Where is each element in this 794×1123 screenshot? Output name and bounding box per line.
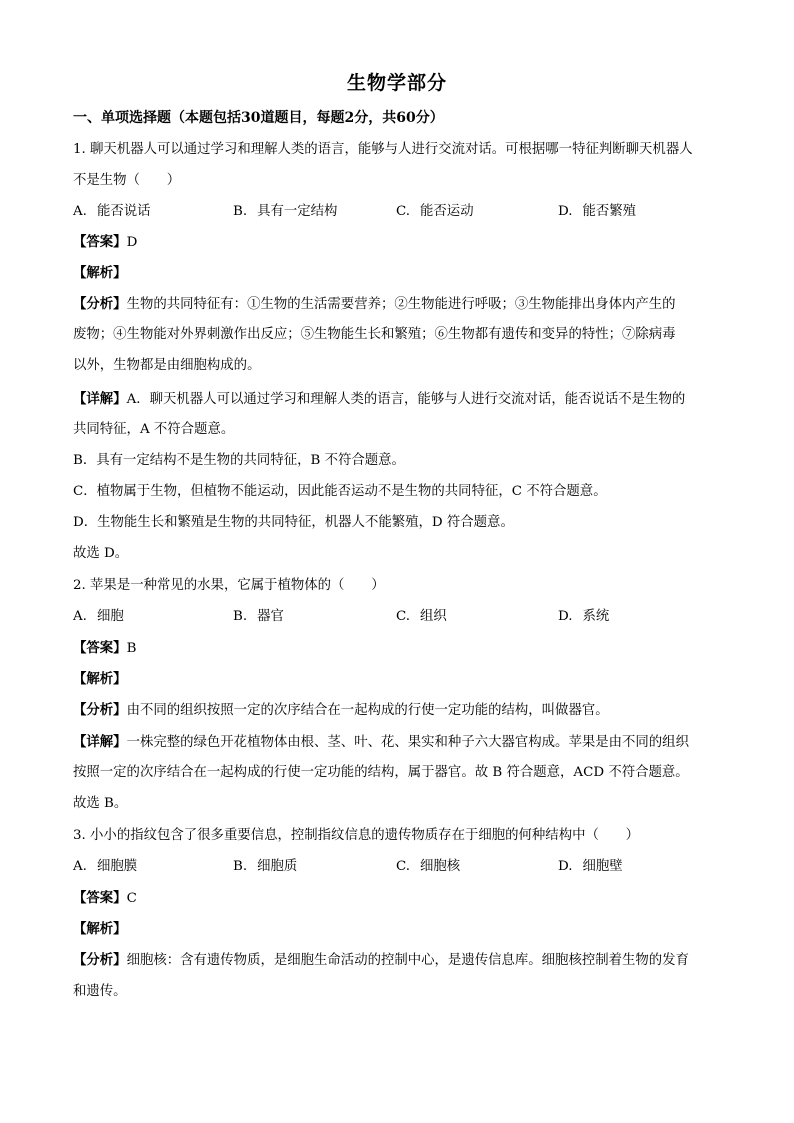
q1-options [73,202,723,222]
q1-conclusion: 故选 D。 [73,546,129,561]
q3-option-a: A. 细胞膜 [73,859,138,874]
q3-option-b: B. 细胞质 [233,859,298,874]
q1-option-b: B. 具有一定结构 [233,204,338,219]
q1-stem-line2: 不是生物（ ） [73,173,181,188]
q2-conclusion: 故选 B。 [73,796,128,811]
q3-option-d: D. 细胞壁 [558,859,623,874]
q3-analysis-label: 【解析】 [73,921,127,937]
q2-xiangjie-line2: 按照一定的次序结合在一起构成的行使一定功能的结构，属于器官。故 B 符合题意，ACD 不符合题意。 [73,765,689,780]
q3-answer: 【答案】C [73,890,137,906]
q2-analysis-label: 【解析】 [73,671,127,687]
q1-answer: 【答案】D [73,234,138,250]
q1-detail-c: C．植物属于生物，但植物不能运动，因此能否运动不是生物的共同特征，C 不符合题意。 [73,484,607,499]
q2-xiangjie-line1: 【详解】一株完整的绿色开花植物体由根、茎、叶、花、果实和种子六大器官构成。苹果是由不同的组织 [73,734,689,750]
q1-option-c: C. 能否运动 [396,204,474,219]
page-title: 生物学部分 [346,72,447,94]
q3-option-c: C. 细胞核 [396,859,461,874]
q1-detail-d: D．生物能生长和繁殖是生物的共同特征，机器人不能繁殖，D 符合题意。 [73,515,514,530]
q1-fenxi-line2: 废物；④生物能对外界刺激作出反应；⑤生物能生长和繁殖；⑥生物都有遗传和变异的特性；⑦除病毒 [73,327,676,342]
q1-fenxi-line3: 以外，生物都是由细胞构成的。 [73,358,261,373]
section-heading: 一、单项选择题（本题包括30道题目，每题2分，共60分） [73,110,444,126]
q1-stem-line1: 1. 聊天机器人可以通过学习和理解人类的语言，能够与人进行交流对话。可根据哪一特征判断聊天机器人 [73,142,693,157]
q1-detail-b: B．具有一定结构不是生物的共同特征，B 不符合题意。 [73,453,405,468]
q1-xiangjie-line2: 共同特征，A 不符合题意。 [73,422,235,437]
q2-option-b: B. 器官 [233,609,284,624]
q1-option-d: D. 能否繁殖 [558,204,637,219]
q2-answer: 【答案】B [73,640,137,656]
q2-options [73,607,723,627]
q3-stem-line1: 3. 小小的指纹包含了很多重要信息，控制指纹信息的遗传物质存在于细胞的何种结构中（ ） [73,828,640,843]
q2-option-d: D. 系统 [558,609,610,624]
q3-fenxi-line1: 【分析】细胞核：含有遗传物质，是细胞生命活动的控制中心，是遗传信息库。细胞核控制着生物的发育 [73,952,689,968]
q1-xiangjie-line1: 【详解】A．聊天机器人可以通过学习和理解人类的语言，能够与人进行交流对话，能否说话不是生物的 [73,391,686,407]
q2-fenxi-line1: 【分析】由不同的组织按照一定的次序结合在一起构成的行使一定功能的结构，叫做器官。 [73,702,609,718]
q2-option-a: A. 细胞 [73,609,124,624]
q3-fenxi-line2: 和遗传。 [73,984,127,999]
q1-analysis-label: 【解析】 [73,265,127,281]
q2-stem-line1: 2. 苹果是一种常见的水果，它属于植物体的（ ） [73,578,385,593]
q1-option-a: A. 能否说话 [73,204,151,219]
q3-options [73,857,723,877]
q2-option-c: C. 组织 [396,609,447,624]
q1-fenxi-line1: 【分析】生物的共同特征有：①生物的生活需要营养；②生物能进行呼吸；③生物能排出身体内产生的 [73,296,676,312]
